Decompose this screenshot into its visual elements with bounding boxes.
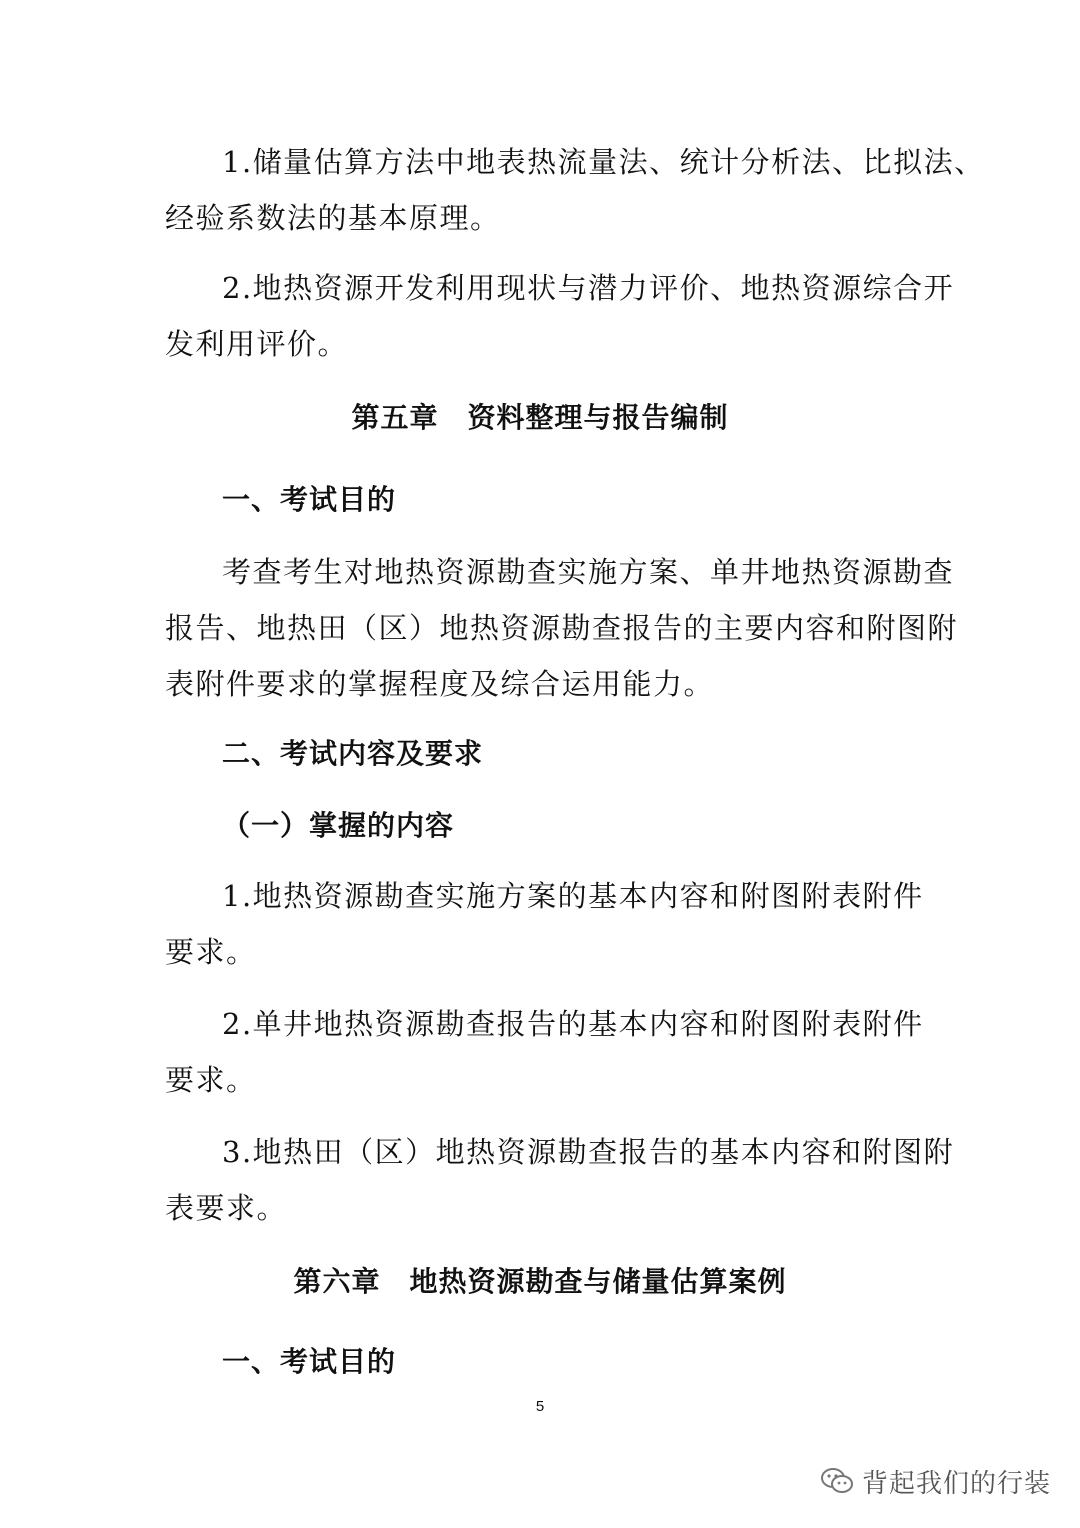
section-heading: 一、考试目的 [222,1345,397,1378]
section-heading: 二、考试内容及要求 [222,737,484,770]
chapter-title: 第五章 资料整理与报告编制 [351,401,729,434]
body-text-line: 表要求。 [165,1191,288,1225]
wechat-icon [820,1466,854,1496]
body-text-line: 1.储量估算方法中地表热流量法、统计分析法、比拟法、 [222,145,985,179]
body-text-line: 要求。 [165,935,257,969]
watermark [820,1461,1051,1501]
body-text-line: 发利用评价。 [165,327,349,361]
watermark-text: 背起我们的行装 [862,1468,1052,1499]
body-text-line: 经验系数法的基本原理。 [165,201,501,235]
body-text-line: 3.地热田（区）地热资源勘查报告的基本内容和附图附 [222,1135,955,1169]
body-text-line: 表附件要求的掌握程度及综合运用能力。 [165,667,715,701]
page-number: 5 [535,1398,545,1415]
body-text-line: 报告、地热田（区）地热资源勘查报告的主要内容和附图附 [165,611,959,645]
section-heading: 一、考试目的 [222,483,397,516]
subsection-heading: （一）掌握的内容 [222,809,455,842]
body-text-line: 要求。 [165,1063,257,1097]
body-text-line: 考查考生对地热资源勘查实施方案、单井地热资源勘查 [222,555,955,589]
chapter-title: 第六章 地热资源勘查与储量估算案例 [293,1265,787,1298]
body-text-line: 2.单井地热资源勘查报告的基本内容和附图附表附件 [222,1007,924,1041]
body-text-line: 1.地热资源勘查实施方案的基本内容和附图附表附件 [222,879,924,913]
body-text-line: 2.地热资源开发利用现状与潜力评价、地热资源综合开 [222,271,955,305]
